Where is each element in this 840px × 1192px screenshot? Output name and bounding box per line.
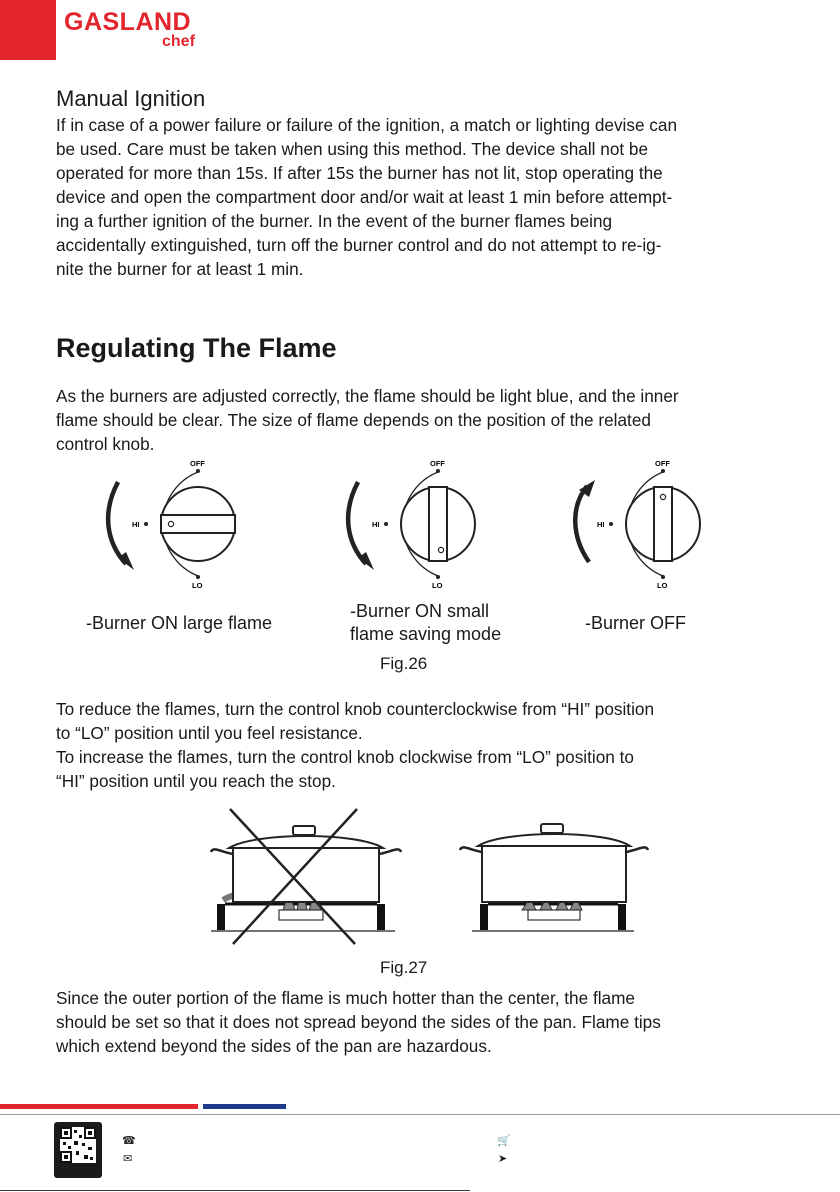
caption-burner-off: -Burner OFF — [585, 613, 687, 633]
text-line: to “LO” position until you feel resistance. — [56, 723, 363, 743]
pot-incorrect-diagram — [205, 806, 405, 946]
brand-logo — [64, 8, 214, 54]
text-line: ing a further ignition of the burner. In the event of the burner flames being — [56, 211, 613, 231]
flame-safety-text — [56, 986, 786, 1058]
knob-label-off: OFF — [430, 459, 445, 468]
text-line: flame should be clear. The size of flame depends on the position of the related — [56, 410, 651, 430]
knob-label-lo: LO — [657, 581, 668, 590]
knob-handle — [654, 487, 672, 561]
mail-icon: ✉ — [123, 1153, 133, 1165]
text-line: operated for more than 15s. If after 15s the burner has not lit, stop operating the — [56, 163, 663, 183]
pot-correct-diagram — [458, 806, 658, 946]
qr-code[interactable] — [54, 1122, 102, 1178]
manual-ignition-text — [56, 113, 786, 281]
knob-diagram-small-flame — [340, 452, 500, 592]
bottom-rule — [0, 1190, 470, 1191]
flame-adjust-text — [56, 697, 786, 793]
location-icon: ➤ — [498, 1153, 508, 1165]
knob-label-off: OFF — [190, 459, 205, 468]
regulating-flame-heading: Regulating The Flame — [56, 333, 337, 363]
regulating-intro-text — [56, 384, 786, 456]
figure-27-label: Fig.27 — [380, 958, 428, 977]
text-line: If in case of a power failure or failure of the ignition, a match or lighting devise can — [56, 115, 677, 135]
footer-blue-bar — [203, 1104, 286, 1109]
brand-name: GASLAND — [64, 8, 192, 36]
knob-diagram-off — [565, 452, 725, 592]
knob-label-lo: LO — [192, 581, 203, 590]
knob-handle — [161, 515, 235, 533]
text-line: device and open the compartment door and/or wait at least 1 min before attempt- — [56, 187, 673, 207]
knob-label-hi: HI — [132, 520, 140, 529]
footer-red-bar — [0, 1104, 198, 1109]
knob-diagram-large-flame — [100, 452, 260, 592]
header-red-tab — [0, 0, 56, 60]
text-line: To increase the flames, turn the control knob clockwise from “LO” position to — [56, 747, 634, 767]
cart-icon: 🛒 — [497, 1135, 511, 1147]
text-line: Since the outer portion of the flame is much hotter than the center, the flame — [56, 988, 635, 1008]
footer-divider — [0, 1114, 840, 1115]
caption-small-flame: -Burner ON small flame saving mode — [350, 601, 502, 644]
knob-label-hi: HI — [597, 520, 605, 529]
text-line: which extend beyond the sides of the pan are hazardous. — [56, 1036, 492, 1056]
text-line: To reduce the flames, turn the control knob counterclockwise from “HI” position — [56, 699, 655, 719]
text-line: control knob. — [56, 434, 155, 454]
qr-pattern — [60, 1127, 96, 1163]
knob-label-hi: HI — [372, 520, 380, 529]
text-line: accidentally extinguished, turn off the burner control and do not attempt to re-ig- — [56, 235, 662, 255]
knob-label-off: OFF — [655, 459, 670, 468]
knob-label-lo: LO — [432, 581, 443, 590]
caption-large-flame: -Burner ON large flame — [86, 613, 273, 633]
figure-26-label: Fig.26 — [380, 654, 428, 673]
text-line: should be set so that it does not spread beyond the sides of the pan. Flame tips — [56, 1012, 661, 1032]
text-line: “HI” position until you reach the stop. — [56, 771, 336, 791]
text-line: As the burners are adjusted correctly, the flame should be light blue, and the inner — [56, 386, 679, 406]
text-line: be used. Care must be taken when using this method. The device shall not be — [56, 139, 649, 159]
brand-sub: chef — [162, 33, 195, 50]
text-line: nite the burner for at least 1 min. — [56, 259, 304, 279]
manual-ignition-heading: Manual Ignition — [56, 86, 206, 111]
phone-icon: ☎ — [122, 1135, 136, 1147]
